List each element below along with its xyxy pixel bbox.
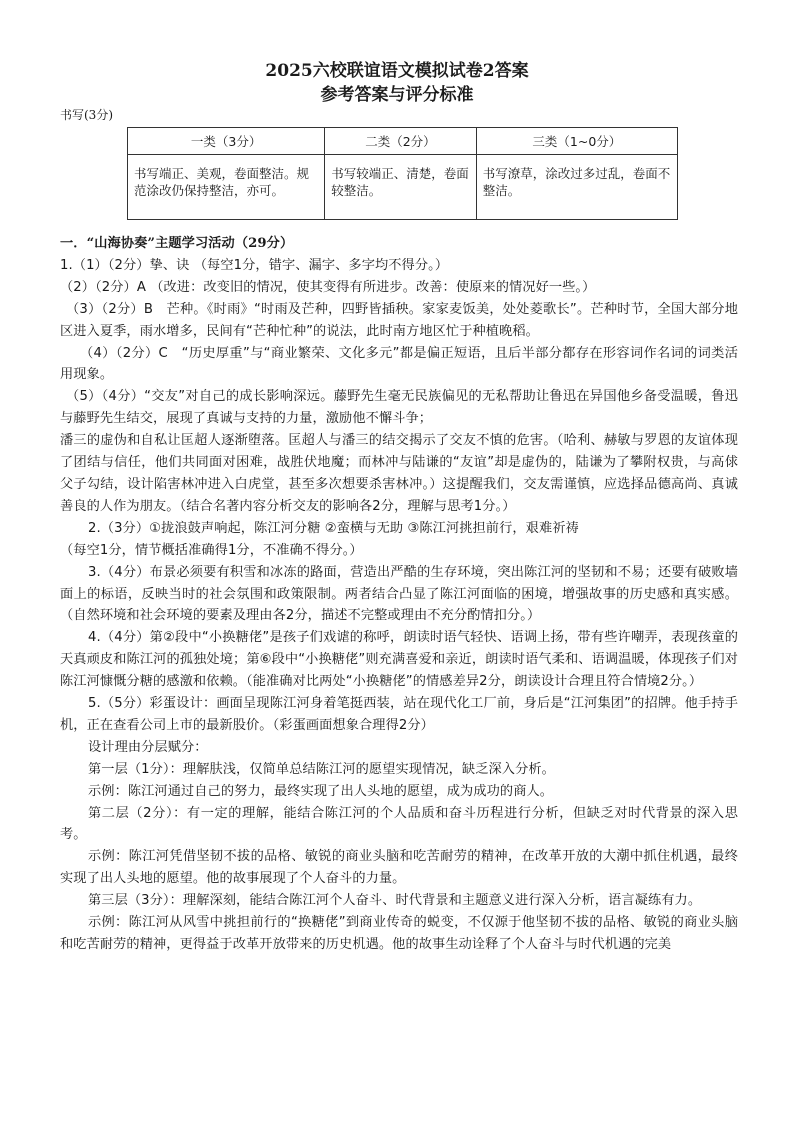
table-row — [128, 155, 678, 220]
answer-paragraph: 示例：陈江河凭借坚韧不拔的品格、敏锐的商业头脑和吃苦耐劳的精神，在改革开放的大潮中抓住机遇，最终实现了出人头地的愿望。他的故事展现了个人奋斗的力量。 — [60, 849, 738, 887]
answer-paragraph: 3.（4分）布景必须要有积雪和冰冻的路面，营造出严酷的生存环境，突出陈江河的坚韧和不易；还要有破败墙面上的标语，反映当时的社会氛围和政策限制。两者结合凸显了陈江河面临的困境，增强故事的历史感和真实感。（自然环境和社会环境的要素及理由各2分，描述不完整或理由不充分酌情扣分。） — [60, 564, 738, 624]
writing-score-label: 书写(3分) — [60, 108, 113, 122]
table-header-row — [128, 128, 678, 155]
grade-cell-1: 书写端正、美观，卷面整洁。规范涂改仍保持整洁，亦可。 — [128, 155, 325, 220]
grade-header-1: 一类（3分） — [128, 128, 325, 155]
answer-paragraph: 4.（4分）第②段中“小换糖佬”是孩子们戏谑的称呼，朗读时语气轻快、语调上扬，带有些许嘲弄，表现孩童的天真顽皮和陈江河的孤独处境；第⑥段中“小换糖佬”则充满喜爱和亲近，朗读时语气柔和、语调温暖，体现孩子们对陈江河慷慨分糖的感激和依赖。（能准确对比两处“小换糖佬”的情感差异2分，朗读设计合理且符合情境2分。） — [60, 630, 738, 690]
grade-cell-2: 书写较端正、清楚，卷面较整洁。 — [325, 155, 476, 220]
grade-header-2: 二类（2分） — [325, 128, 476, 155]
answer-paragraph: 第三层（3分）：理解深刻，能结合陈江河个人奋斗、时代背景和主题意义进行深入分析，语言凝练有力。 — [88, 893, 702, 909]
answer-paragraph: （4）（2分）C “历史厚重”与“商业繁荣、文化多元”都是偏正短语，且后半部分都存在形容词作名词的词类活用现象。 — [60, 345, 738, 383]
answer-paragraph: （每空1分，情节概括准确得1分，不准确不得分。） — [60, 542, 363, 558]
answer-body — [60, 233, 738, 956]
answer-paragraph: 示例：陈江河通过自己的努力，最终实现了出人头地的愿望，成为成功的商人。 — [88, 783, 554, 799]
answer-paragraph: 示例：陈江河从风雪中挑担前行的“换糖佬”到商业传奇的蜕变，不仅源于他坚韧不拔的品格、敏锐的商业头脑和吃苦耐劳的精神，更得益于改革开放带来的历史机遇。他的故事生动诠释了个人奋斗与时代机遇的完美 — [60, 915, 738, 952]
answer-paragraph: 1.（1）（2分）挚、诀 （每空1分，错字、漏字、多字均不得分。） — [60, 257, 449, 273]
answer-paragraph: 潘三的虚伪和自私让匡超人逐渐堕落。匡超人与潘三的结交揭示了交友不慎的危害。（哈利、赫敏与罗恩的友谊体现了团结与信任，他们共同面对困难，战胜伏地魔；而林冲与陆谦的“友谊”却是虚伪的，陆谦为了攀附权贵，与高俅父子勾结，设计陷害林冲进入白虎堂，甚至多次想要杀害林冲。）这提醒我们，交友需谨慎，应选择品德高尚、真诚善良的人作为朋友。（结合名著内容分析交友的影响各2分，理解与思考1分。） — [60, 433, 738, 514]
answer-paragraph: （3）（2分）B 芒种。《时雨》“时雨及芒种，四野皆插秧。家家麦饭美，处处菱歌长”。芒种时节，全国大部分地区进入夏季，雨水增多，民间有“芒种忙种”的说法，此时南方地区忙于种植晚稻。 — [60, 301, 738, 339]
answer-paragraph: 2.（3分）①拢浪鼓声响起，陈江河分糖 ②蛮横与无助 ③陈江河挑担前行，艰难祈祷 — [88, 520, 579, 536]
page-subtitle: 参考答案与评分标准 — [320, 85, 474, 105]
page-title: 2025六校联谊语文模拟试卷2答案 — [265, 61, 529, 81]
answer-paragraph: 第一层（1分）：理解肤浅，仅简单总结陈江河的愿望实现情况，缺乏深入分析。 — [88, 761, 555, 777]
answer-paragraph: 设计理由分层赋分： — [88, 739, 208, 755]
grade-header-3: 三类（1~0分） — [476, 128, 677, 155]
section-heading: 一．“山海协奏”主题学习活动（29分） — [60, 236, 294, 251]
answer-paragraph: （2）（2分）A （改进：改变旧的情况，使其变得有所进步。改善：使原来的情况好一些。） — [60, 279, 596, 295]
grade-cell-3: 书写潦草，涂改过多过乱，卷面不整洁。 — [476, 155, 677, 220]
answer-paragraph: 第二层（2分）：有一定的理解，能结合陈江河的个人品质和奋斗历程进行分析，但缺乏对时代背景的深入思考。 — [60, 805, 738, 843]
writing-grade-table — [127, 127, 678, 220]
answer-paragraph: （5）（4分）“交友”对自己的成长影响深远。藤野先生毫无民族偏见的无私帮助让鲁迅在异国他乡备受温暖，鲁迅与藤野先生结交，展现了真诚与支持的力量，激励他不懈斗争； — [60, 389, 738, 427]
answer-paragraph: 5.（5分）彩蛋设计：画面呈现陈江河身着笔挺西装，站在现代化工厂前，身后是“江河集团”的招牌。他手持手机，正在查看公司上市的最新股价。（彩蛋画面想象合理得2分） — [60, 696, 738, 733]
